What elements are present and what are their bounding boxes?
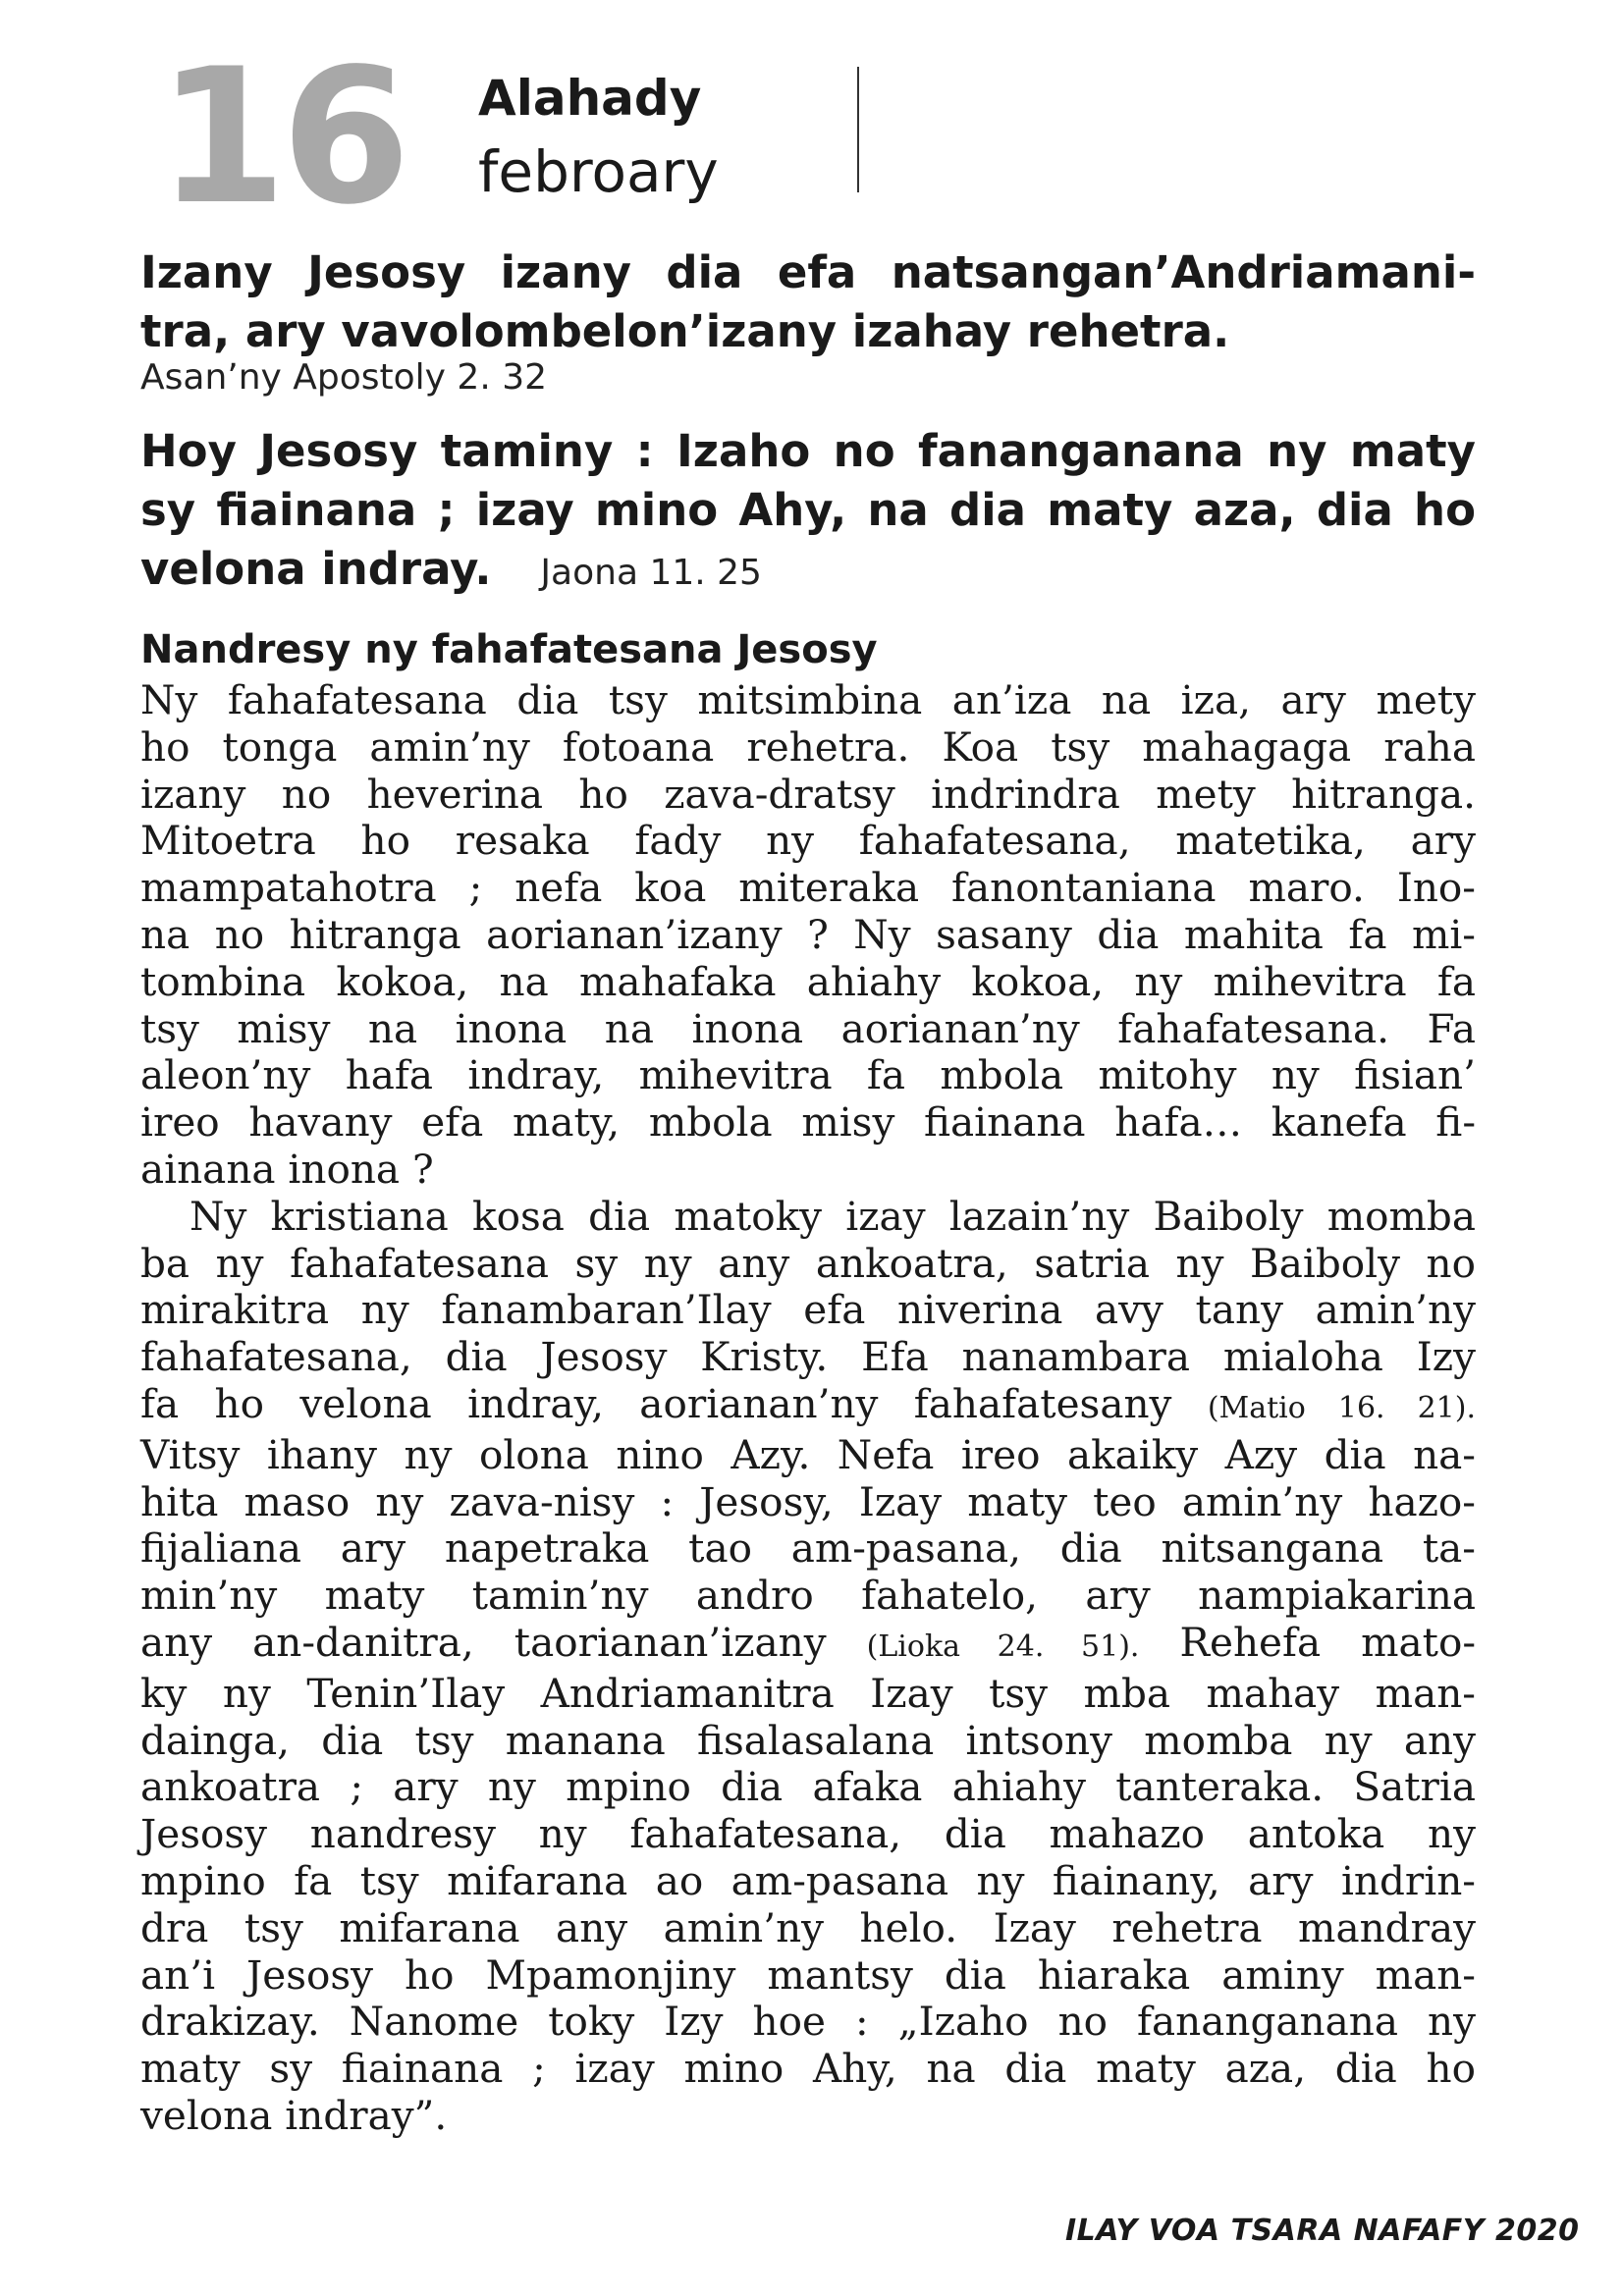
section-title: Nandresy ny fahafatesana Jesosy: [140, 627, 878, 672]
footer-publication: ILAY VOA TSARA NAFAFY 2020: [1065, 2214, 1580, 2248]
body-line: ho tonga amin’ny fotoana rehetra. Koa tsy mahagaga raha: [140, 722, 1476, 771]
weekday: Alahady: [478, 70, 702, 127]
body-line: fijaliana ary napetraka tao am-pasana, dia nitsangana ta-: [140, 1524, 1476, 1573]
body-line: Ny kristiana kosa dia matoky izay lazain’ny Baiboly momba: [189, 1192, 1476, 1240]
body-line: hita maso ny zava-nisy : Jesosy, Izay maty teo amin’ny hazo-: [140, 1477, 1476, 1525]
body-line: an’i Jesosy ho Mpamonjiny mantsy dia hiaraka aminy man-: [140, 1950, 1476, 1999]
verse-2-line-text: velona indray.: [140, 543, 492, 595]
body-line-with-ref: [140, 1620, 1476, 1671]
body-line-text: Rehefa mato-: [1179, 1618, 1477, 1666]
body-line: Jesosy nandresy ny fahafatesana, dia mahazo antoka ny: [140, 1810, 1476, 1858]
body-line: mirakitra ny fanambaran’Ilay efa niverina avy tany amin’ny: [140, 1286, 1476, 1334]
body-line-with-ref: [140, 1381, 1476, 1432]
body-line-text: any an-danitra, taorianan’izany: [140, 1618, 827, 1666]
verse-1-line: tra, ary vavolombelon’izany izahay rehetra.: [140, 305, 1230, 357]
verse-2-line-last: [140, 540, 1476, 603]
body-line: Mitoetra ho resaka fady ny fahafatesana, matetika, ary: [140, 817, 1476, 865]
verse-1-reference: Asan’ny Apostoly 2. 32: [140, 357, 548, 398]
body-line-text: fa ho velona indray, aorianan’ny fahafatesany: [140, 1379, 1172, 1427]
day-number: 16: [157, 28, 406, 245]
body-line: na no hitranga aorianan’izany ? Ny sasany dia mahita fa mi-: [140, 910, 1476, 958]
scripture-ref-matio: (Matio 16. 21).: [1207, 1390, 1477, 1425]
body-line: izany no heverina ho zava-dratsy indrindra mety hitranga.: [140, 770, 1476, 818]
body-line: ba ny fahafatesana sy ny any ankoatra, satria ny Baiboly no: [140, 1239, 1476, 1287]
verse-2-line: sy fiainana ; izay mino Ahy, na dia maty aza, dia ho: [140, 484, 1476, 536]
body-line: ireo havany efa maty, mbola misy fiainana hafa… kanefa fi-: [140, 1098, 1476, 1147]
body-line: tombina kokoa, na mahafaka ahiahy kokoa, ny mihevitra fa: [140, 957, 1476, 1005]
body-line: fahafatesana, dia Jesosy Kristy. Efa nanambara mialoha Izy: [140, 1333, 1476, 1381]
body-line: min’ny maty tamin’ny andro fahatelo, ary nampiakarina: [140, 1572, 1476, 1620]
body-line: ainana inona ?: [140, 1145, 434, 1193]
body-line: velona indray”.: [140, 2091, 448, 2139]
body-line: aleon’ny hafa indray, mihevitra fa mbola mitohy ny fisian’: [140, 1051, 1476, 1099]
body-line: dra tsy mifarana any amin’ny helo. Izay rehetra mandray: [140, 1903, 1476, 1951]
body-line: ky ny Tenin’Ilay Andriamanitra Izay tsy mba mahay man-: [140, 1669, 1476, 1717]
verse-1: [140, 243, 1476, 361]
header-divider: [857, 67, 859, 192]
body-line: Ny fahafatesana dia tsy mitsimbina an’iza na iza, ary mety: [140, 676, 1476, 723]
body-line: drakizay. Nanome toky Izy hoe : „Izaho no fananganana ny: [140, 1998, 1476, 2046]
verse-2-line: Hoy Jesosy taminy : Izaho no fananganana ny maty: [140, 425, 1476, 477]
body-text: [140, 677, 1476, 2140]
body-line: tsy misy na inona na inona aorianan’ny fahafatesana. Fa: [140, 1004, 1476, 1052]
body-line: dainga, dia tsy manana fisalasalana intsony momba ny any: [140, 1716, 1476, 1764]
body-line: Vitsy ihany ny olona nino Azy. Nefa ireo akaiky Azy dia na-: [140, 1430, 1476, 1478]
body-line: ankoatra ; ary ny mpino dia afaka ahiahy tanteraka. Satria: [140, 1763, 1476, 1811]
scripture-ref-lioka: (Lioka 24. 51).: [866, 1629, 1140, 1664]
body-line: maty sy fiainana ; izay mino Ahy, na dia maty aza, dia ho: [140, 2045, 1476, 2093]
verse-1-line: Izany Jesosy izany dia efa natsangan’Andriamani-: [140, 246, 1476, 298]
body-line: mampatahotra ; nefa koa miteraka fanontaniana maro. Ino-: [140, 864, 1476, 912]
body-line: mpino fa tsy mifarana ao am-pasana ny fiainany, ary indrin-: [140, 1856, 1476, 1904]
verse-2: [140, 422, 1476, 603]
verse-2-reference: Jaona 11. 25: [540, 553, 762, 593]
month: febroary: [478, 138, 719, 205]
